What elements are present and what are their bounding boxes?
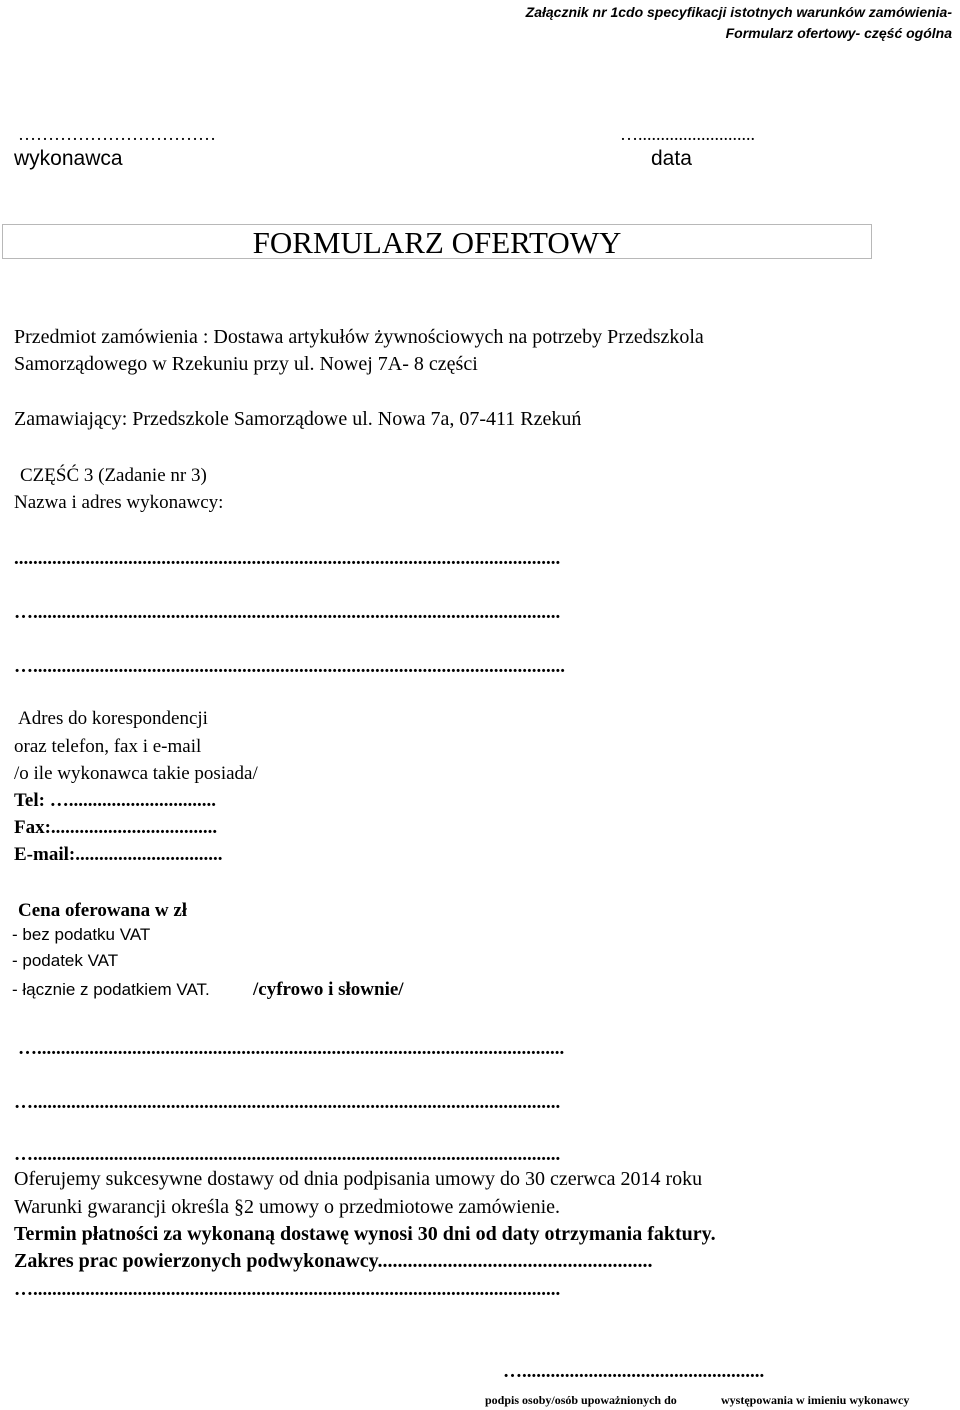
contractor-dots-line-3: …................................................................................................................ (14, 656, 565, 677)
form-title: FORMULARZ OFERTOWY (252, 225, 622, 260)
attachment-header-line2: Formularz ofertowy- część ogólna (725, 25, 952, 41)
price-dots-line-2: …............................................................................................................... (14, 1092, 561, 1113)
attachment-header-line1: Załącznik nr 1cdo specyfikacji istotnych warunków zamówienia- (525, 4, 952, 20)
contractor-dots-line-1: ................................................................................................................... (14, 548, 561, 569)
delivery-terms: Oferujemy sukcesywne dostawy od dnia podpisania umowy do 30 czerwca 2014 roku (14, 1168, 703, 1190)
payment-terms: Termin płatności za wykonaną dostawę wynosi 30 dni od daty otrzymania faktury. (14, 1223, 716, 1245)
ordering-party: Zamawiający: Przedszkole Samorządowe ul. Nowa 7a, 07-411 Rzekuń (14, 408, 582, 430)
price-gross-note: /cyfrowo i słownie/ (253, 979, 404, 1000)
contractor-label: wykonawca (14, 147, 123, 170)
price-dots-line-3: …............................................................................................................... (14, 1144, 561, 1165)
date-dots: ….......................... (620, 124, 755, 144)
subject-line-1: Przedmiot zamówienia : Dostawa artykułów żywnościowych na potrzeby Przedszkola (14, 326, 704, 348)
email-field: E-mail:............................... (14, 844, 223, 865)
subcontractor-scope: Zakres prac powierzonych podwykonawcy....................................................... (14, 1250, 653, 1272)
contractor-dots-line-2: …............................................................................................................... (14, 602, 561, 623)
price-vat: - podatek VAT (12, 951, 119, 970)
correspondence-line-2: oraz telefon, fax i e-mail (14, 736, 202, 757)
price-heading: Cena oferowana w zł (18, 900, 188, 921)
correspondence-line-1: Adres do korespondencji (18, 708, 208, 729)
part-heading: CZĘŚĆ 3 (Zadanie nr 3) (20, 465, 207, 486)
tel-field: Tel: …............................... (14, 790, 216, 811)
price-gross: - łącznie z podatkiem VAT. (12, 980, 210, 999)
fax-field: Fax:................................... (14, 817, 218, 838)
subject-line-2: Samorządowego w Rzekuniu przy ul. Nowej 7A- 8 części (14, 353, 478, 375)
contractor-name-label: Nazwa i adres wykonawcy: (14, 492, 224, 513)
warranty-terms: Warunki gwarancji określa §2 umowy o przedmiotowe zamówienie. (14, 1196, 560, 1218)
price-dots-line-1: …............................................................................................................... (18, 1038, 565, 1059)
price-net: - bez podatku VAT (12, 925, 151, 944)
date-label: data (651, 147, 692, 170)
signature-caption-1: podpis osoby/osób upoważnionych do (485, 1393, 677, 1407)
correspondence-line-3: /o ile wykonawca takie posiada/ (14, 763, 258, 784)
signature-dots: …................................................... (503, 1361, 765, 1382)
contractor-dots: …………………………… (18, 124, 216, 144)
subcontractor-dots: …............................................................................................................... (14, 1279, 561, 1300)
signature-caption-2: występowania w imieniu wykonawcy (721, 1393, 910, 1407)
